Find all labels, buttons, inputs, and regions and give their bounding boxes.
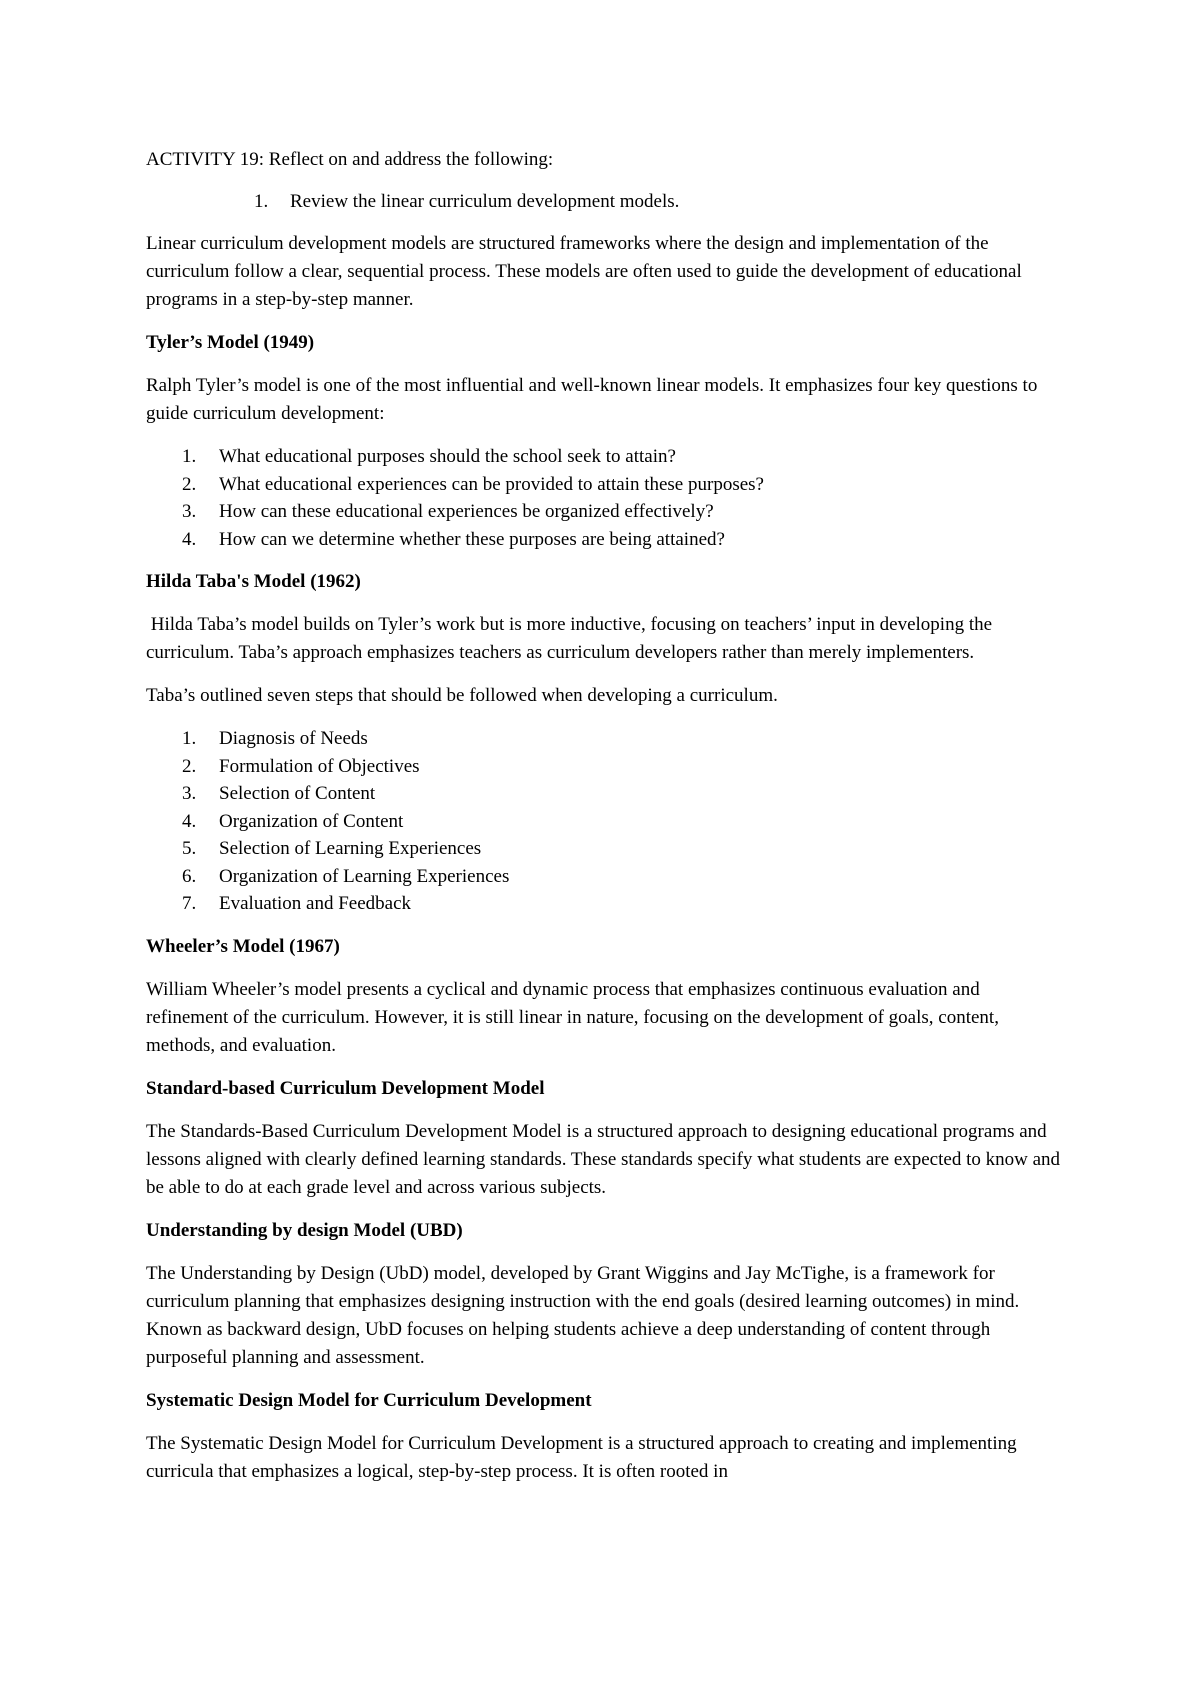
intro-paragraph: Linear curriculum development models are structured frameworks where the design and implementation of the curriculum follow a clear, sequential process. These models are often used to guide the development of educational programs in a step-by-step manner. (146, 233, 1022, 310)
list-item (146, 835, 1066, 863)
list-item (146, 863, 1066, 891)
taba-paragraph: Hilda Taba’s model builds on Tyler’s work but is more inductive, focusing on teachers’ input in developing the curriculum. Taba’s approach emphasizes teachers as curriculum developers rather than merely implementers. (146, 614, 997, 663)
list-text: Selection of Learning Experiences (219, 838, 482, 859)
list-text: Organization of Content (219, 810, 404, 832)
list-number: 4. (182, 810, 197, 832)
list-text: Formulation of Objectives (219, 755, 420, 777)
list-item (146, 526, 1066, 554)
standards-heading: Standard-based Curriculum Development Model (146, 1077, 545, 1099)
standards-paragraph: The Standards-Based Curriculum Development Model is a structured approach to designing educational programs and lessons aligned with clearly defined learning standards. These standards specify what students are expected to know and be able to do at each grade level and across various subjects. (146, 1120, 1061, 1198)
instruction-item (146, 188, 1066, 216)
list-text: Selection of Content (219, 783, 376, 804)
list-number: 7. (182, 893, 197, 914)
list-number: 2. (182, 755, 197, 777)
list-text: Evaluation and Feedback (219, 893, 412, 914)
document-page (146, 146, 1066, 1501)
list-item (146, 753, 1066, 781)
taba-steps-intro: Taba’s outlined seven steps that should be followed when developing a curriculum. (146, 685, 778, 706)
list-item (146, 780, 1066, 808)
tyler-paragraph: Ralph Tyler’s model is one of the most influential and well-known linear models. It emphasizes four key questions to guide curriculum development: (146, 375, 1038, 424)
ubd-heading: Understanding by design Model (UBD) (146, 1219, 463, 1241)
systematic-paragraph: The Systematic Design Model for Curriculum Development is a structured approach to creating and implementing curricula that emphasizes a logical, step-by-step process. It is often rooted in (146, 1432, 1017, 1482)
list-item (146, 471, 1066, 499)
systematic-heading: Systematic Design Model for Curriculum Development (146, 1389, 592, 1411)
list-number: 6. (182, 865, 197, 887)
list-number: 3. (182, 783, 197, 804)
list-item (146, 725, 1066, 753)
list-number: 1. (182, 446, 197, 467)
list-number: 2. (182, 473, 197, 495)
list-number: 5. (182, 838, 197, 859)
instruction-text: Review the linear curriculum development models. (290, 191, 680, 212)
list-text: What educational purposes should the school seek to attain? (219, 446, 676, 467)
list-number: 1. (182, 728, 197, 749)
list-item (146, 498, 1066, 526)
tyler-questions-list (146, 443, 1066, 553)
list-number: 3. (182, 501, 197, 522)
list-item (146, 443, 1066, 471)
taba-heading: Hilda Taba's Model (1962) (146, 571, 361, 592)
taba-steps-list (146, 725, 1066, 918)
instruction-number: 1. (254, 191, 269, 212)
list-text: Organization of Learning Experiences (219, 865, 510, 887)
activity-title: ACTIVITY 19: Reflect on and address the following: (146, 149, 554, 170)
list-item (146, 808, 1066, 836)
tyler-heading: Tyler’s Model (1949) (146, 332, 315, 353)
wheeler-paragraph: William Wheeler’s model presents a cyclical and dynamic process that emphasizes continuous evaluation and refinement of the curriculum. However, it is still linear in nature, focusing on the development of goals, content, methods, and evaluation. (146, 978, 999, 1056)
ubd-paragraph: The Understanding by Design (UbD) model, developed by Grant Wiggins and Jay McTighe, is a framework for curriculum planning that emphasizes designing instruction with the end goals (desired learning outcomes) in mind. Known as backward design, UbD focuses on helping students achieve a deep understanding of content through purposeful planning and assessment. (146, 1262, 1020, 1368)
list-text: How can these educational experiences be organized effectively? (219, 501, 714, 522)
list-number: 4. (182, 528, 197, 550)
list-text: What educational experiences can be provided to attain these purposes? (219, 473, 764, 495)
wheeler-heading: Wheeler’s Model (1967) (146, 935, 340, 957)
list-text: How can we determine whether these purposes are being attained? (219, 528, 725, 550)
list-text: Diagnosis of Needs (219, 728, 368, 749)
list-item (146, 890, 1066, 918)
